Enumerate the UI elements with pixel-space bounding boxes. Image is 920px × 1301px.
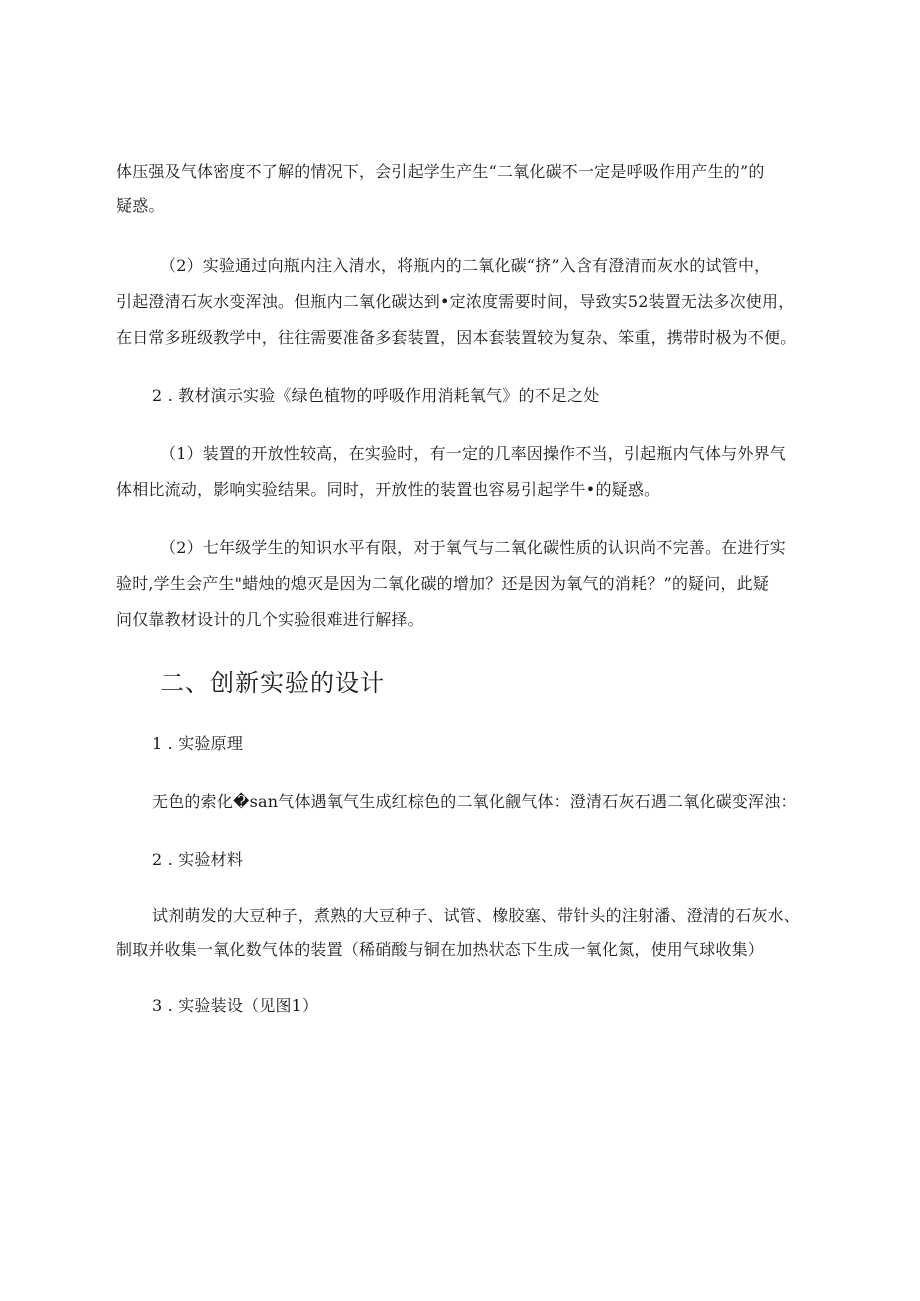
section-heading: 二、创新实验的设计 — [160, 669, 385, 697]
materials-line-1: 试剂萌发的大豆种子，煮熟的大豆种子、试管、橡胶塞、带针头的注射潘、澄清的石灰水、 — [152, 906, 801, 925]
paragraph-5-line-3: 问仅靠教材设计的几个实验很难进行解择。 — [116, 610, 424, 629]
paragraph-3-line-1: 2 . 教材演示实验《绿色植物的呼吸作用消耗氧气》的不足之处 — [152, 386, 600, 405]
paragraph-1-line-1: 体压强及气体密度不了解的情况下，会引起学生产生“二氧化碳不一定是呼吸作用产生的”的 — [116, 162, 765, 181]
paragraph-5-line-1: （2）七年级学生的知识水平有限，对于氧气与二氧化碳性质的认识尚不完善。在进行实 — [160, 538, 786, 557]
materials-title: 2 . 实验材料 — [152, 850, 244, 869]
materials-line-2: 制取并收集一氧化数气体的装置（稀硝酸与铜在加热状态下生成一氧化氮，使用气球收集） — [116, 940, 765, 959]
paragraph-2-line-2: 引起澄清石灰水变浑浊。但瓶内二氧化碳达到•定浓度需要时间，导致实52装置无法多次使用， — [116, 292, 795, 311]
principle-title: 1 . 实验原理 — [152, 734, 244, 753]
paragraph-4-line-2: 体相比流动，影响实验结果。同时，开放性的装置也容易引起学牛•的疑惑。 — [116, 480, 661, 499]
paragraph-1-line-2: 疑惑。 — [116, 196, 165, 215]
paragraph-5-line-2: 验时,学生会产生"蜡烛的熄灭是因为二氧化碳的增加？还是因为氧气的消耗？”的疑问，此疑 — [116, 574, 770, 593]
paragraph-2-line-3: 在日常多班级教学中，往往需要准备多套装置，因本套装置较为复杂、笨重，携带时极为不便。 — [116, 328, 797, 347]
principle-text: 无色的索化�san气体遇氧气生成红棕色的二氧化觎气体：澄清石灰石遇二氧化碳变浑浊： — [152, 792, 797, 811]
paragraph-4-line-1: （1）装置的开放性较高，在实验时，有一定的几率因操作不当，引起瓶内气体与外界气 — [160, 444, 786, 463]
setup-title: 3 . 实验装设（见图1） — [152, 996, 319, 1015]
paragraph-2-line-1: （2）实验通过向瓶内注入清水，将瓶内的二氧化碳“挤”入含有澄清而灰水的试管中， — [160, 256, 771, 275]
